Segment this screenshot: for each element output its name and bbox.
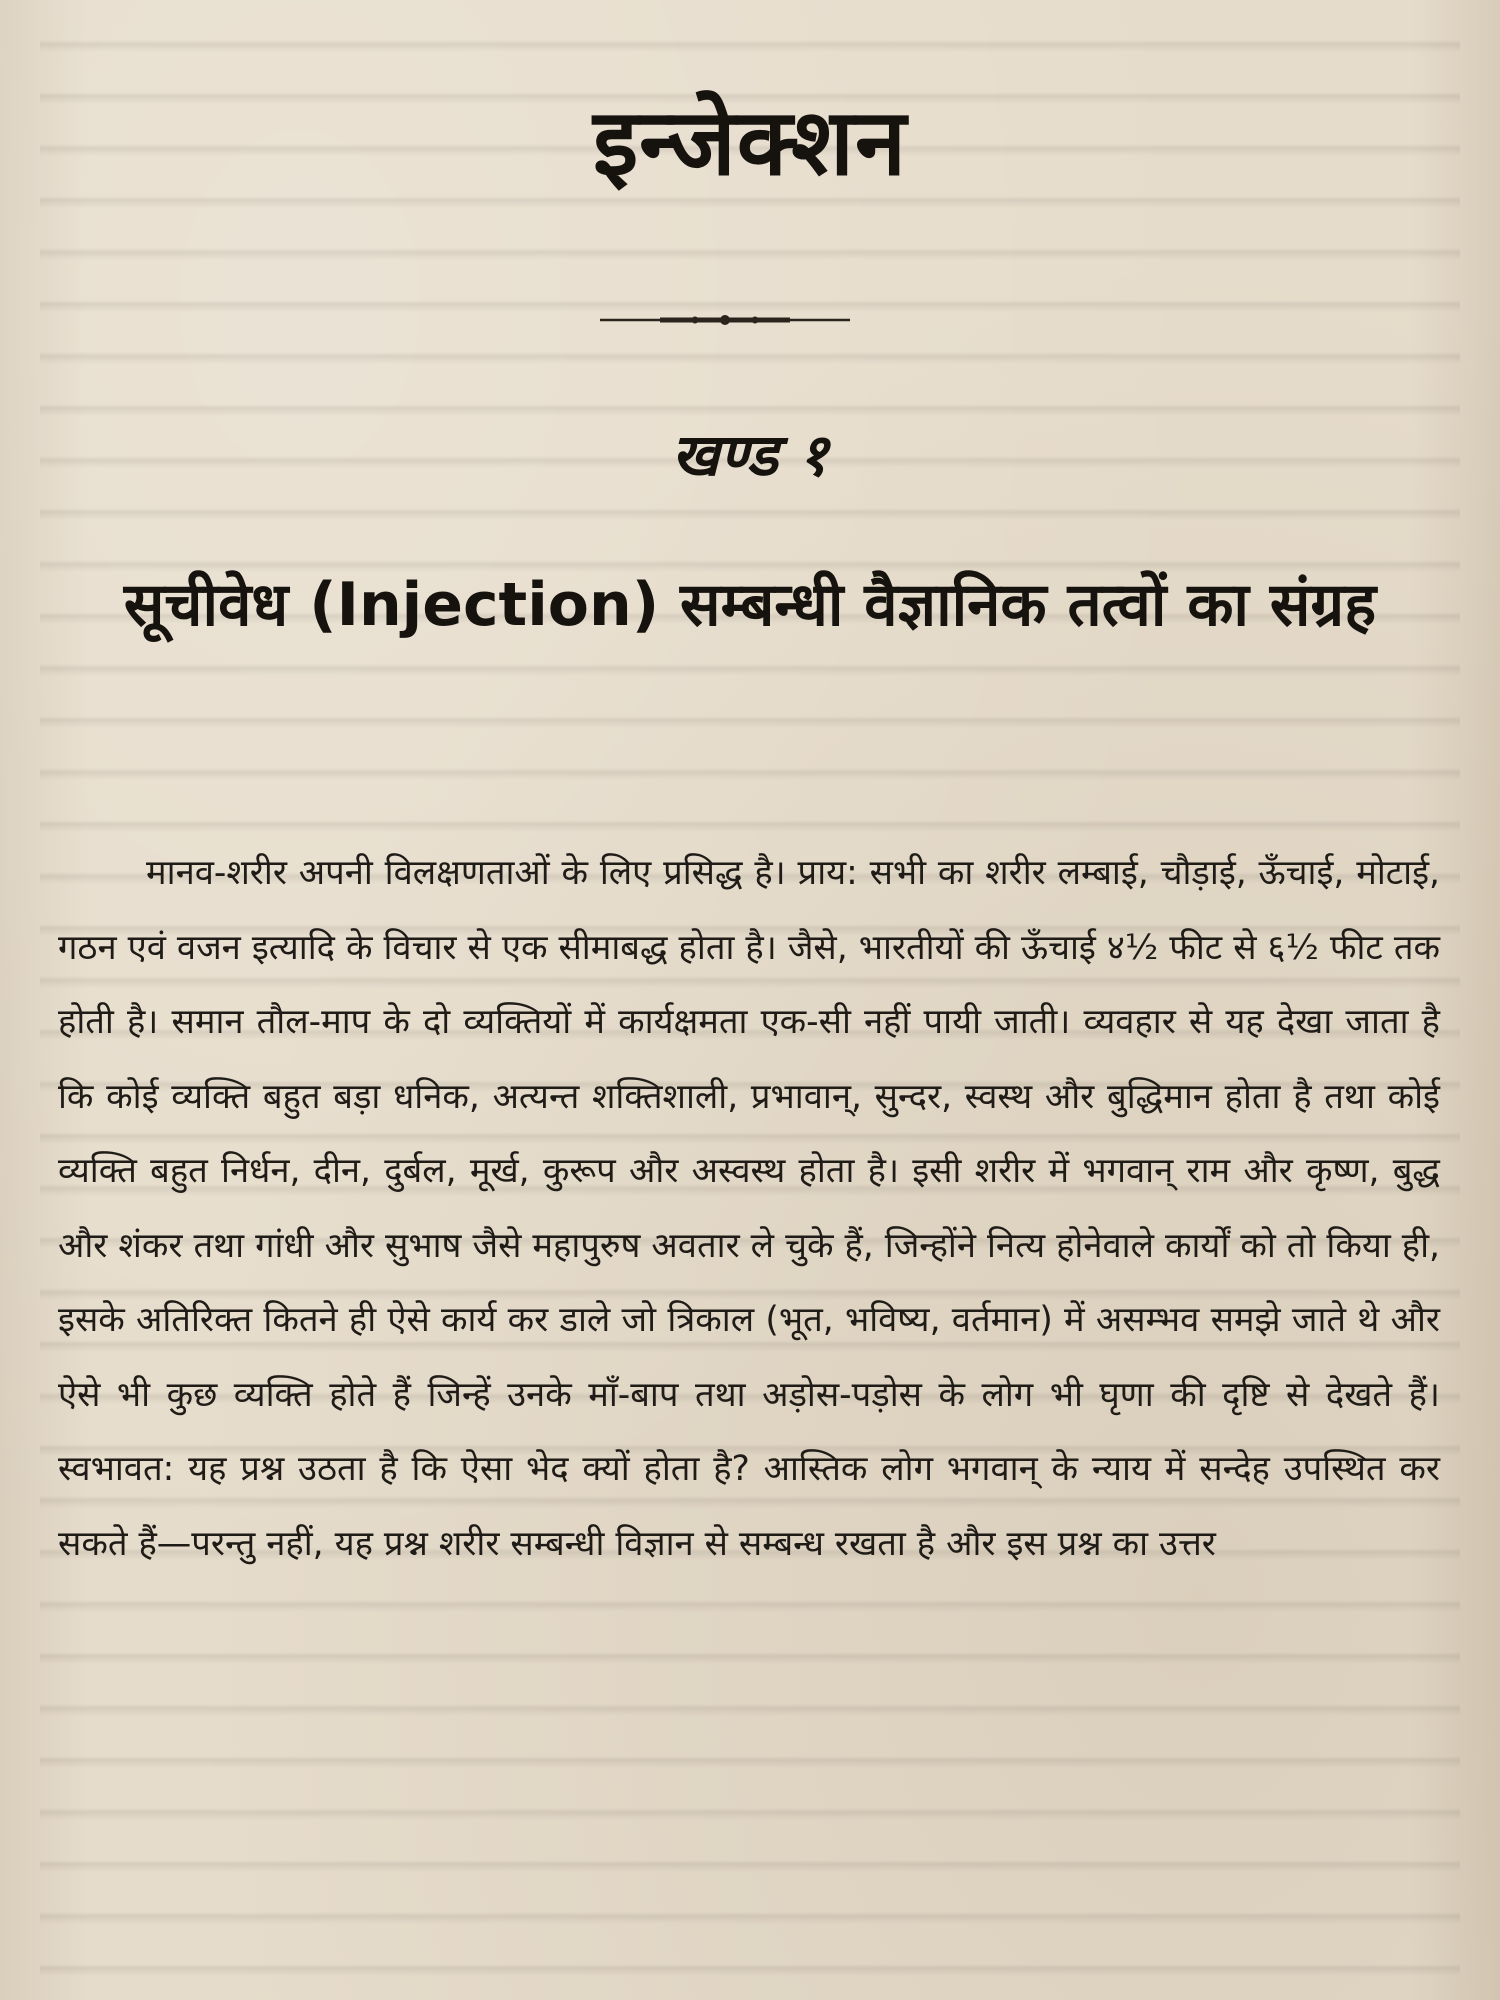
section-label: खण्ड १ (671, 421, 829, 489)
ornament-divider (600, 312, 850, 328)
chapter-title: इन्जेक्शन (592, 89, 908, 196)
body-paragraph: मानव-शरीर अपनी विलक्षणताओं के लिए प्रसिद्ध है। प्राय: सभी का शरीर लम्बाई, चौड़ाई, ऊँचाई, मोटाई, गठन एवं वजन इत्यादि के विचार से एक सीमाबद्ध होता है। जैसे, भारतीयों की ऊँचाई ४½ फीट से ६½ फीट तक होती है। समान तौल-माप के दो व्यक्तियों में कार्यक्षमता एक-सी नहीं पायी जाती। व्यवहार से यह देखा जाता है कि कोई व्यक्ति बहुत बड़ा धनिक, अत्यन्त शक्तिशाली, प्रभावान्, सुन्दर, स्वस्थ और बुद्धिमान होता है तथा कोई व्यक्ति बहुत निर्धन, दीन, दुर्बल, मूर्ख, कुरूप और अस्वस्थ होता है। इसी शरीर में भगवान् राम और कृष्ण, बुद्ध और शंकर तथा गांधी और सुभाष जैसे महापुरुष अवतार ले चुके हैं, जिन्होंने नित्य होनेवाले कार्यों को तो किया ही, इसके अतिरिक्त कितने ही ऐसे कार्य कर डाले जो त्रिकाल (भूत, भविष्य, वर्तमान) में असम्भव समझे जाते थे और ऐसे भी कुछ व्यक्ति होते हैं जिन्हें उनके माँ-बाप तथा अड़ोस-पड़ोस के लोग भी घृणा की दृष्टि से देखते हैं। स्वभावत: यह प्रश्न उठता है कि ऐसा भेद क्यों होता है? आस्तिक लोग भगवान् के न्याय में सन्देह उपस्थित कर सकते हैं—परन्तु नहीं, यह प्रश्न शरीर सम्बन्धी विज्ञान से सम्बन्ध रखता है और इस प्रश्न का उत्तर (58, 853, 1440, 1564)
section-heading: सूचीवेध (Injection) सम्बन्धी वैज्ञानिक तत्वों का संग्रह (123, 570, 1377, 640)
